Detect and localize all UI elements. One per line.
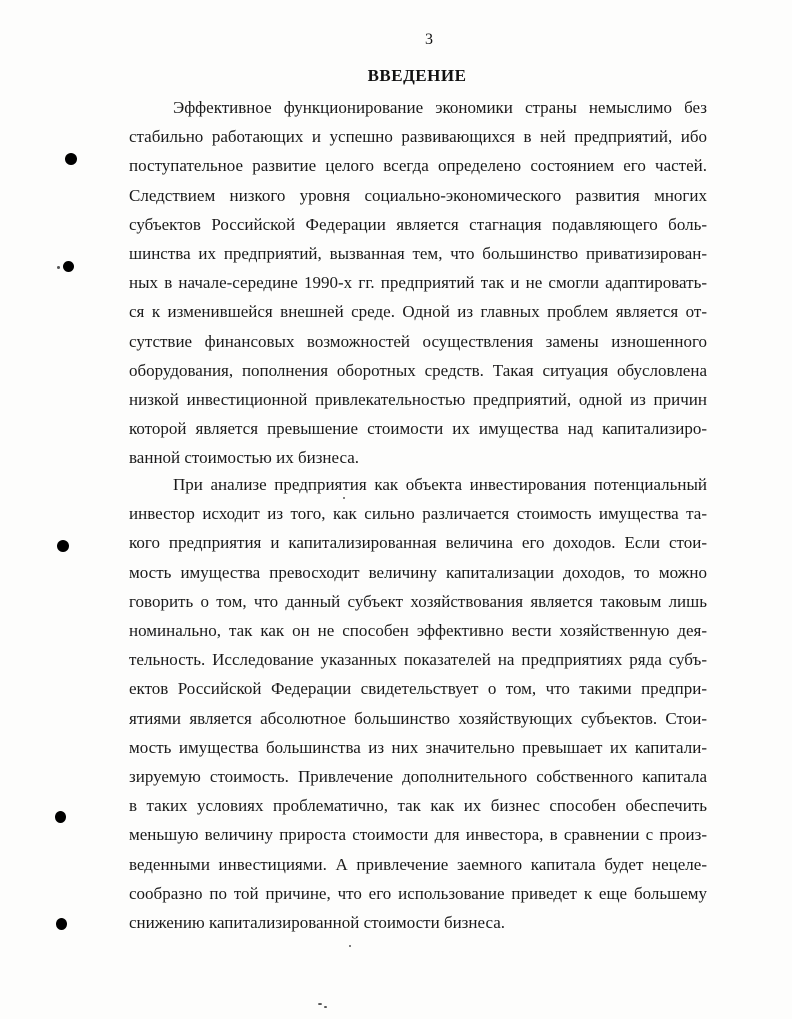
binding-hole-mark bbox=[56, 918, 67, 930]
paragraph-line: Эффективное функционирование экономики страны немыслимо без bbox=[173, 98, 707, 117]
paragraph-line: мость имущества превосходит величину капитализации доходов, то можно bbox=[129, 562, 707, 582]
paragraph-line: ных в начале-середине 1990-х гг. предприятий так и не смогли адаптировать- bbox=[129, 273, 707, 293]
section-title: ВВЕДЕНИЕ bbox=[367, 66, 467, 85]
paragraph-line: ся к изменившейся внешней среде. Одной из главных проблем является от- bbox=[129, 302, 707, 322]
paragraph-line: сообразно по той причине, что его использование приведет к еще большему bbox=[129, 883, 707, 903]
paragraph-line: шинства их предприятий, вызванная тем, что большинство приватизирован- bbox=[129, 244, 707, 264]
scan-speck bbox=[343, 497, 345, 499]
paragraph-line: стабильно работающих и успешно развивающихся в ней предприятий, ибо bbox=[129, 127, 707, 147]
paragraph-line: При анализе предприятия как объекта инвестирования потенциальный bbox=[173, 475, 707, 494]
scan-speck bbox=[57, 266, 60, 269]
paragraph-line: мость имущества большинства из них значительно превышает их капитали- bbox=[129, 737, 707, 757]
paragraph-line: сутствие финансовых возможностей осуществления замены изношенного bbox=[129, 331, 707, 351]
binding-hole-mark bbox=[65, 153, 77, 165]
paragraph-line: поступательное развитие целого всегда определено состоянием его частей. bbox=[129, 156, 707, 176]
paragraph-line: меньшую величину прироста стоимости для инвестора, в сравнении с произ- bbox=[129, 825, 707, 845]
page-number: 3 bbox=[425, 31, 433, 48]
paragraph-line: зируемую стоимость. Привлечение дополнительного собственного капитала bbox=[129, 767, 707, 787]
paragraph-line: ванной стоимостью их бизнеса. bbox=[129, 448, 360, 468]
paragraph-line: низкой инвестиционной привлекательностью предприятий, одной из причин bbox=[129, 390, 707, 410]
paragraph-line: номинально, так как он не способен эффективно вести хозяйственную дея- bbox=[129, 621, 707, 641]
paragraph-line: оборудования, пополнения оборотных средств. Такая ситуация обусловлена bbox=[129, 360, 707, 380]
paragraph-line: говорить о том, что данный субъект хозяйствования является таковым лишь bbox=[129, 591, 707, 611]
paragraph-line: которой является превышение стоимости их имущества над капитализиро- bbox=[129, 419, 707, 439]
paragraph-2 bbox=[129, 470, 707, 937]
binding-hole-mark bbox=[63, 261, 74, 272]
binding-hole-mark bbox=[57, 540, 69, 552]
binding-hole-mark bbox=[55, 811, 66, 823]
paragraph-line: субъектов Российской Федерации является стагнация подавляющего боль- bbox=[129, 214, 707, 234]
paragraph-line: ектов Российской Федерации свидетельствует о том, что такими предпри- bbox=[129, 679, 707, 699]
paragraph-line: в таких условиях проблематично, так как их бизнес способен обеспечить bbox=[129, 796, 707, 816]
paragraph-line: инвестор исходит из того, как сильно различается стоимость имущества та- bbox=[129, 504, 707, 524]
paragraph-line: ятиями является абсолютное большинство хозяйствующих субъектов. Стои- bbox=[129, 708, 707, 728]
paragraph-line: снижению капитализированной стоимости бизнеса. bbox=[129, 913, 506, 933]
paragraph-line: кого предприятия и капитализированная величина его доходов. Если стои- bbox=[129, 533, 707, 553]
scan-speck bbox=[318, 1003, 322, 1005]
paragraph-line: Следствием низкого уровня социально-экономического развития многих bbox=[129, 185, 707, 205]
paragraph-line: веденными инвестициями. А привлечение заемного капитала будет нецеле- bbox=[129, 854, 707, 874]
paragraph-1 bbox=[129, 93, 707, 473]
paragraph-line: тельность. Исследование указанных показателей на предприятиях ряда субъ- bbox=[129, 650, 707, 670]
scan-speck bbox=[349, 945, 351, 947]
scan-speck bbox=[324, 1006, 327, 1008]
